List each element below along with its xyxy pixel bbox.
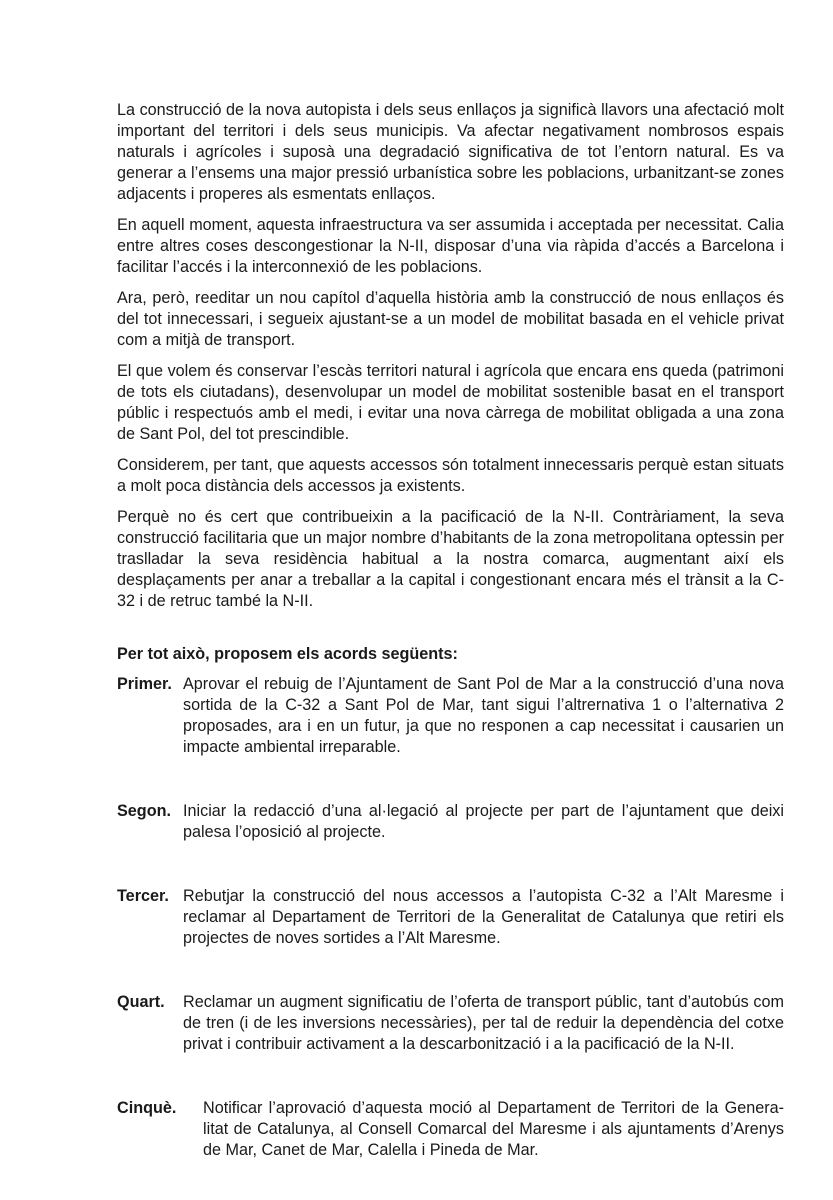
agreement-label: Primer. <box>117 675 172 693</box>
agreement-item-quart <box>117 992 784 1055</box>
agreement-item-cinque <box>117 1098 784 1161</box>
agreement-text: Notificar l’aprovació d’aquesta moció al Departament de Territori de la Generalitat de Catalunya, al Consell Comarcal del Maresme i als ajuntaments d’Arenys de Mar, Canet de Mar, Calella i Pineda de Mar. <box>203 1099 784 1159</box>
agreements-heading: Per tot això, proposem els acords següents: <box>117 645 458 663</box>
agreement-text: Rebutjar la construcció del nous accessos a l’autopista C-32 a l’Alt Maresme i reclamar al Departament de Territori de la Generalitat de Catalunya que retiri els projectes de noves sortides a l’Alt Maresme. <box>183 887 784 947</box>
agreement-text: Reclamar un augment significatiu de l’oferta de transport públic, tant d’autobús com de tren (i de les inversions necessàries), per tal de reduir la dependència del cotxe privat i contribuir activament a la descarbonització i a la pacificació de la N-II. <box>183 993 784 1053</box>
agreement-label: Cinquè. <box>117 1099 177 1117</box>
agreement-item-primer <box>117 674 784 758</box>
agreement-label: Tercer. <box>117 887 169 905</box>
paragraph: El que volem és conservar l’escàs territori natural i agrícola que encara ens queda (patrimoni de tots els ciutadans), desenvolupar un model de mobilitat sostenible basat en el transport públic i respectuós amb el medi, i evitar una nova càrrega de mobilitat obligada a una zona de Sant Pol, del tot prescindible. <box>117 362 784 443</box>
paragraph: Ara, però, reeditar un nou capítol d’aquella història amb la construcció de nous enllaços és del tot innecessari, i segueix ajustant-se a un model de mobilitat basada en el vehicle privat com a mitjà de transport. <box>117 289 784 349</box>
agreement-text: Aprovar el rebuig de l’Ajuntament de Sant Pol de Mar a la construcció d’una nova sortida de la C-32 a Sant Pol de Mar, tant sigui l’altrernativa 1 o l’alternativa 2 proposades, ara i en un futur, ja que no responen a cap necessitat i causarien un impacte ambiental irreparable. <box>183 675 784 756</box>
agreement-item-tercer <box>117 886 784 949</box>
agreement-item-segon <box>117 801 784 843</box>
agreement-label: Segon. <box>117 802 171 820</box>
agreement-label: Quart. <box>117 993 165 1011</box>
agreement-text: Iniciar la redacció d’una al·legació al projecte per part de l’ajuntament que deixi palesa l’oposició al projecte. <box>183 802 784 841</box>
document-page <box>117 100 784 1161</box>
paragraph: Perquè no és cert que contribueixin a la pacificació de la N-II. Contràriament, la seva construcció facilitaria que un major nombre d’habitants de la zona metropolitana optessin per traslladar la seva residència habitual a la nostra comarca, augmentant així els desplaçaments per anar a treballar a la capital i congestionant encara més el trànsit a la C-32 i de retruc també la N-II. <box>117 508 784 610</box>
paragraph: Considerem, per tant, que aquests accessos són totalment innecessaris perquè estan situats a molt poca distància dels accessos ja existents. <box>117 456 784 495</box>
paragraph: En aquell moment, aquesta infraestructura va ser assumida i acceptada per necessitat. Calia entre altres coses descongestionar la N-II, disposar d’una via ràpida d’accés a Barcelona i facilitar l’accés i la interconnexió de les poblacions. <box>117 216 784 276</box>
paragraph: La construcció de la nova autopista i dels seus enllaços ja significà llavors una afectació molt important del territori i dels seus municipis. Va afectar negativament nombrosos espais naturals i agrícoles i suposà una degradació significativa de tot l’entorn natural. Es va generar a l’ensems una major pressió urbanística sobre les poblacions, urbanitzant-se zones adjacents i properes als esmentats enllaços. <box>117 101 784 203</box>
